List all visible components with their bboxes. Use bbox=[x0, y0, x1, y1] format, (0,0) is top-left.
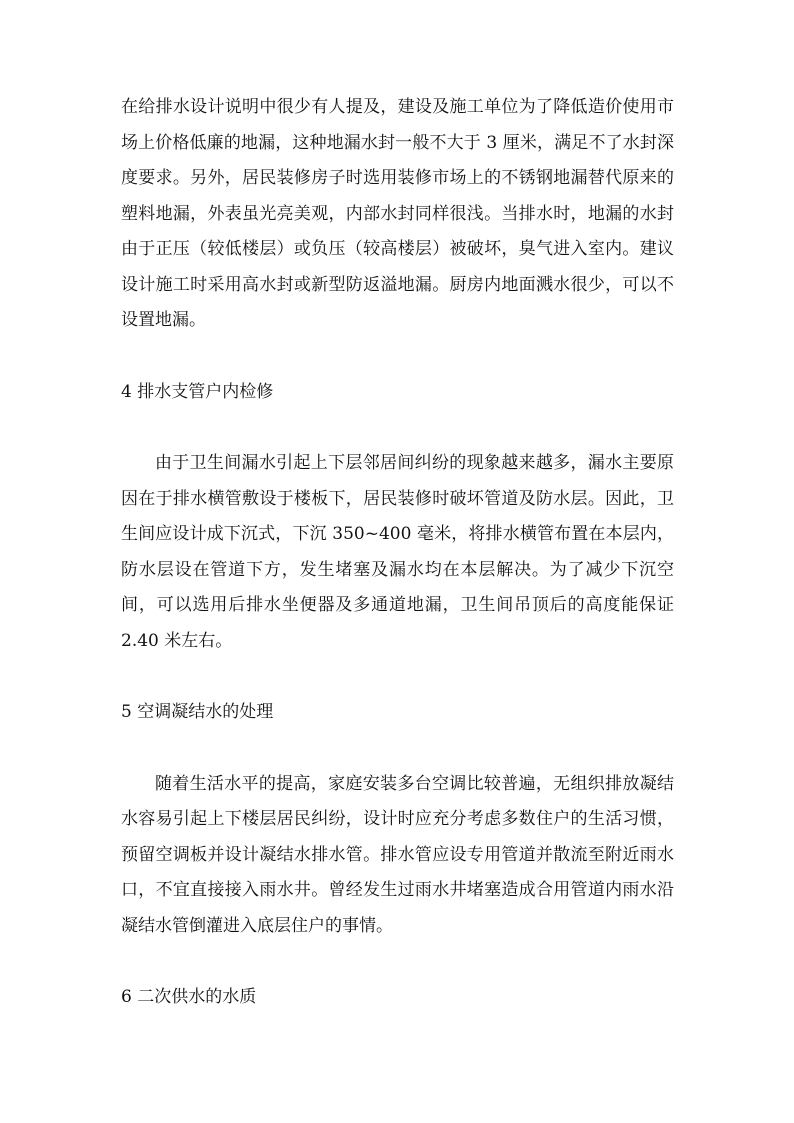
paragraph-spacer bbox=[121, 944, 674, 980]
paragraph-spacer bbox=[121, 659, 674, 695]
section-heading-6: 6 二次供水的水质 bbox=[121, 987, 257, 1007]
intro-paragraph: 在给排水设计说明中很少有人提及，建设及施工单位为了降低造价使用市场上价格低廉的地漏，这种地漏水封一般不大于 3 厘米，满足不了水封深度要求。另外，居民装修房子时选用装修市场上的不锈钢地漏替代原来的塑料地漏，外表虽光亮美观，内部水封同样很浅。当排水时，地漏的水封由于正压（较低楼层）或负压（较高楼层）被破坏，臭气进入室内。建议设计施工时采用高水封或新型防返溢地漏。厨房内地面溅水很少，可以不设置地漏。 bbox=[121, 97, 674, 330]
document-body bbox=[121, 90, 674, 1016]
heading-spacer bbox=[121, 731, 674, 767]
heading-spacer bbox=[121, 410, 674, 446]
section-5-paragraph: 随着生活水平的提高，家庭安装多台空调比较普遍，无组织排放凝结水容易引起上下楼层居民纠纷，设计时应充分考虑多数住户的生活习惯，预留空调板并设计凝结水排水管。排水管应设专用管道并散流至附近雨水口，不宜直接接入雨水井。曾经发生过雨水井堵塞造成合用管道内雨水沿凝结水管倒灌进入底层住户的事情。 bbox=[121, 773, 674, 936]
section-heading-4: 4 排水支管户内检修 bbox=[121, 381, 274, 402]
section-4-paragraph: 由于卫生间漏水引起上下层邻居间纠纷的现象越来越多，漏水主要原因在于排水横管敷设于楼板下，居民装修时破坏管道及防水层。因此，卫生间应设计成下沉式，下沉 350~400 毫米，将排水横管布置在本层内，防水层设在管道下方，发生堵塞及漏水均在本层解决。为了减少下沉空间，可以选用后排水坐便器及多通道地漏，卫生间吊顶后的高度能保证 2.40 米左右。 bbox=[121, 453, 674, 651]
section-heading-5: 5 空调凝结水的处理 bbox=[121, 702, 274, 722]
paragraph-spacer bbox=[121, 339, 674, 375]
